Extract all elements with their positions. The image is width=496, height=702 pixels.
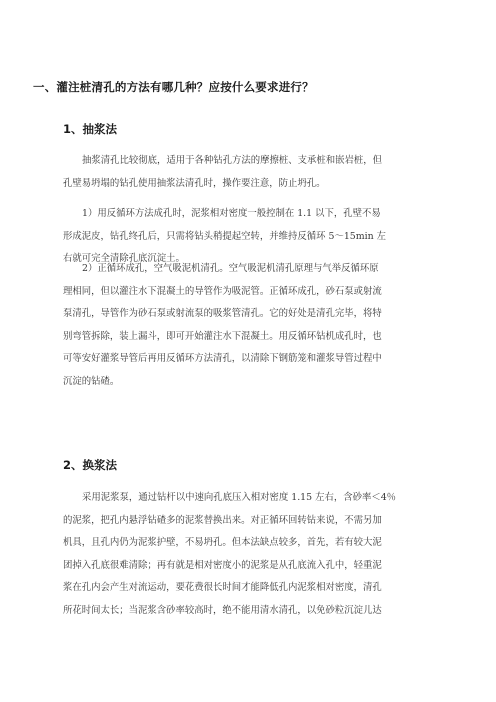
text-line: 的泥浆，把孔内悬浮钻碴多的泥浆替换出来。对正循环回转钻来说，不需另加 <box>63 514 382 526</box>
text-line: 抽浆清孔比较彻底，适用于各种钻孔方法的摩擦桩、支承桩和嵌岩桩，但 <box>82 155 383 166</box>
text-line: 可等安好灌浆导管后再用反循环方法清孔，以清除下钢筋笼和灌浆导管过程中 <box>63 353 382 365</box>
text-line: 右就可完全清除孔底沉淀土。 <box>63 253 185 265</box>
paragraph <box>63 487 453 623</box>
section-title-pumping-method: 1、抽浆法 <box>63 122 118 136</box>
text-line: 采用泥浆泵，通过钻杆以中速向孔底压入相对密度 1.15 左右，含砂率＜4％ <box>82 492 397 503</box>
text-line: 浆在孔内会产生对流运动，要花费很长时间才能降低孔内泥浆相对密度，清孔 <box>63 582 382 594</box>
text-line: 泵清孔，导管作为砂石泵或射流泵的吸浆管清孔。它的好处是清孔完毕，将特 <box>63 308 382 320</box>
paragraph <box>63 150 453 195</box>
text-line: 2）正循环成孔，空气吸泥机清孔。空气吸泥机清孔原理与气举反循环原 <box>82 263 379 274</box>
text-line: 别弯管拆除，装上漏斗，即可开始灌注水下混凝土。用反循环钻机成孔时，也 <box>63 330 382 342</box>
text-line: 理相同，但以灌注水下混凝土的导管作为吸泥管。正循环成孔，砂石泵或射流 <box>63 285 382 297</box>
text-line: 团掉入孔底很难清除；再有就是相对密度小的泥浆是从孔底流入孔中，轻重泥 <box>63 559 382 571</box>
text-line: 所花时间太长；当泥浆含砂率较高时，绝不能用清水清孔，以免砂粒沉淀儿达 <box>63 604 382 616</box>
question-heading: 一、灌注桩清孔的方法有哪几种？应按什么要求进行？ <box>33 80 314 94</box>
text-line: 孔壁易坍塌的钻孔使用抽浆法清孔时，操作要注意，防止坍孔。 <box>63 177 326 189</box>
text-line: 沉淀的钻碴。 <box>63 375 120 387</box>
text-line: 形成泥皮，钻孔终孔后，只需将钻头稍提起空转，并维持反循环 5～15min 左 <box>63 230 387 242</box>
paragraph <box>63 258 453 394</box>
text-line: 机具，且孔内仍为泥浆护壁，不易坍孔。但本法缺点较多，首先，若有较大泥 <box>63 537 382 549</box>
section-title-slurry-replacement-method: 2、换浆法 <box>63 458 118 472</box>
text-line: 1）用反循环方法成孔时，泥浆相对密度一般控制在 1.1 以下，孔壁不易 <box>82 208 381 219</box>
